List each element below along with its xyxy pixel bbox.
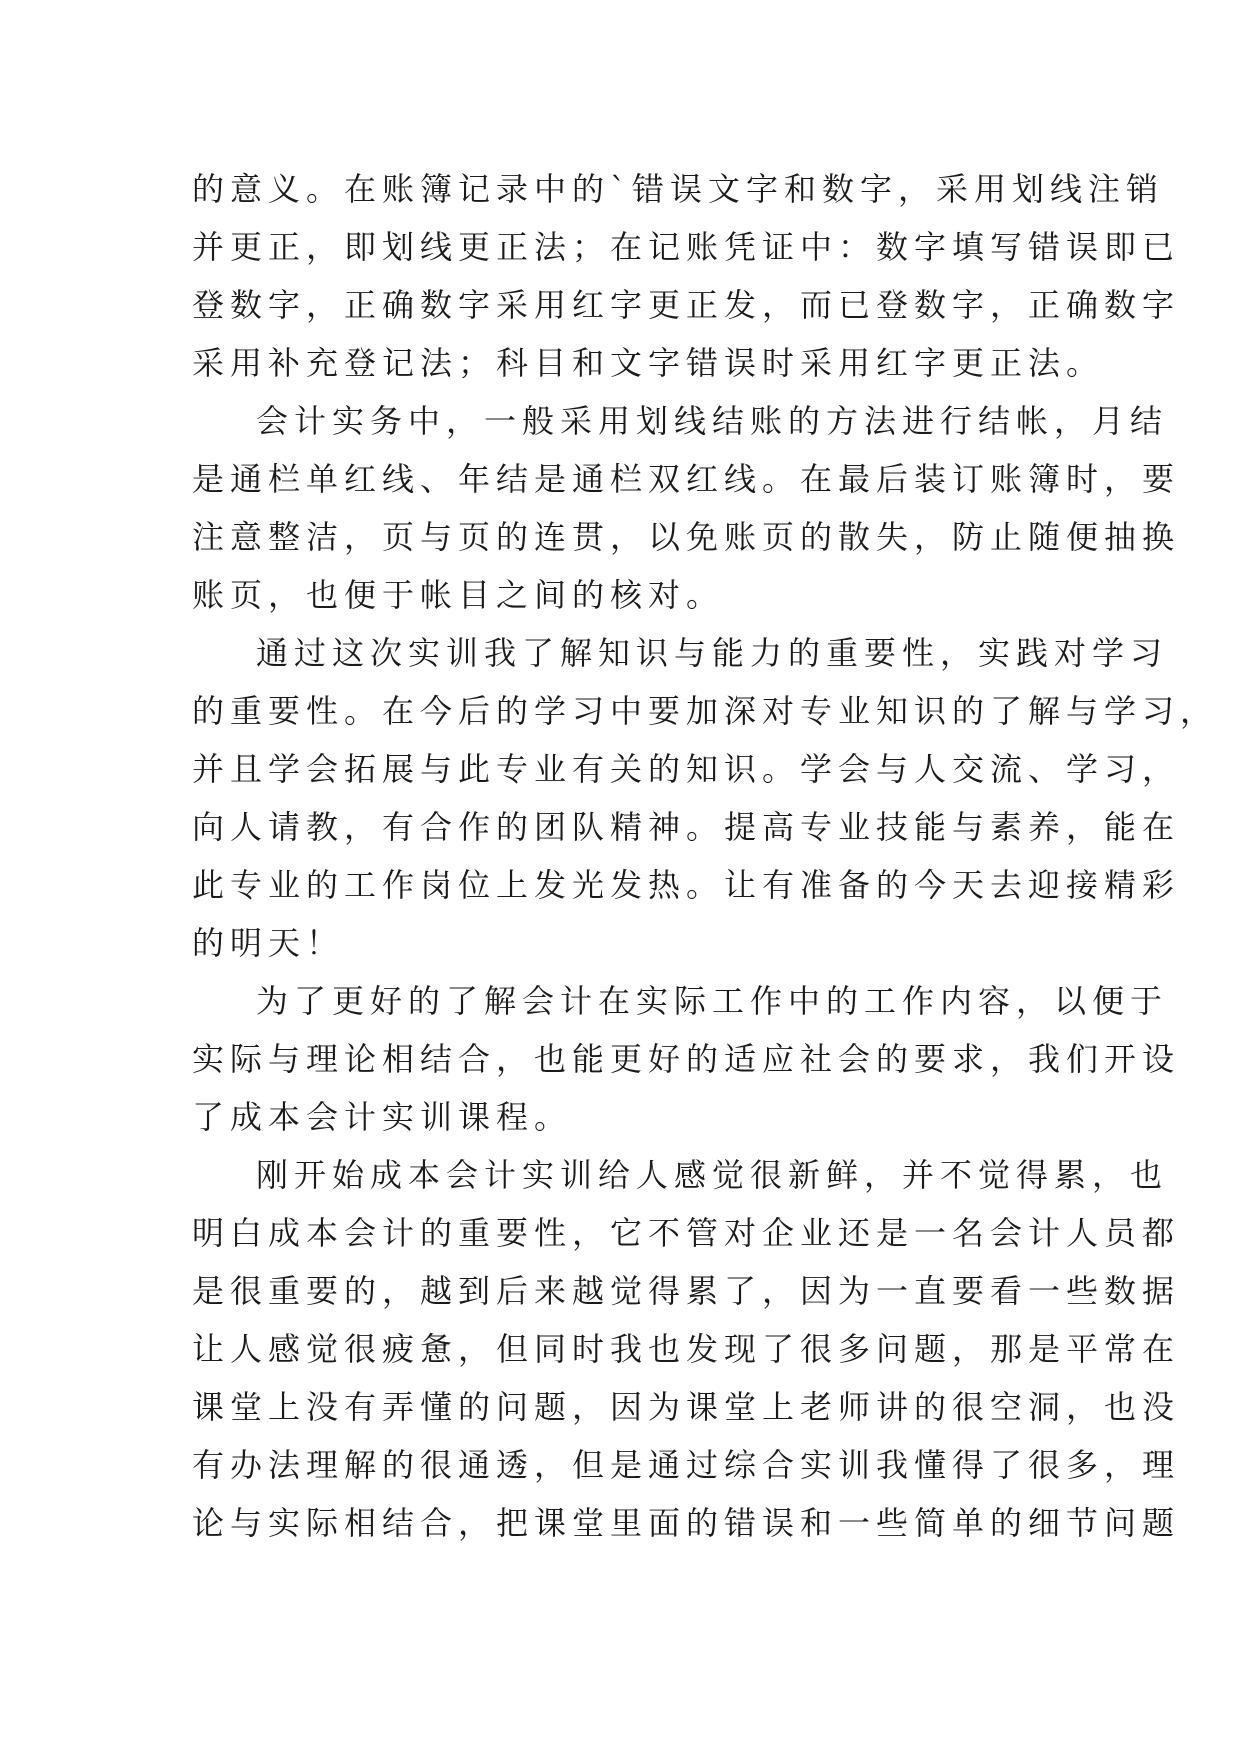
paragraph-line: 是通栏单红线、年结是通栏双红线。在最后装订账簿时，要 bbox=[192, 460, 1181, 498]
document-body bbox=[192, 160, 1219, 1552]
paragraph-line: 是很重要的，越到后来越觉得累了，因为一直要看一些数据 bbox=[192, 1272, 1181, 1310]
paragraph-line: 论与实际相结合，把课堂里面的错误和一些简单的细节问题 bbox=[192, 1504, 1181, 1542]
paragraph-line: 会计实务中，一般采用划线结账的方法进行结帐，月结 bbox=[256, 402, 1169, 440]
paragraph-line: 通过这次实训我了解知识与能力的重要性，实践对学习 bbox=[256, 634, 1169, 672]
paragraph-line: 登数字，正确数字采用红字更正发，而已登数字，正确数字 bbox=[192, 286, 1181, 324]
paragraph-line: 的重要性。在今后的学习中要加深对专业知识的了解与学习， bbox=[192, 692, 1219, 730]
paragraph-line: 采用补充登记法；科目和文字错误时采用红字更正法。 bbox=[192, 344, 1105, 382]
paragraph-line: 账页，也便于帐目之间的核对。 bbox=[192, 576, 725, 614]
paragraph-line: 并更正，即划线更正法；在记账凭证中：数字填写错误即已 bbox=[192, 228, 1181, 266]
paragraph-line: 此专业的工作岗位上发光发热。让有准备的今天去迎接精彩 bbox=[192, 866, 1181, 904]
paragraph-line: 向人请教，有合作的团队精神。提高专业技能与素养，能在 bbox=[192, 808, 1181, 846]
paragraph-line: 了成本会计实训课程。 bbox=[192, 1098, 573, 1136]
paragraph-line: 为了更好的了解会计在实际工作中的工作内容，以便于 bbox=[256, 982, 1169, 1020]
paragraph-line: 明白成本会计的重要性，它不管对企业还是一名会计人员都 bbox=[192, 1214, 1181, 1252]
paragraph-line: 让人感觉很疲惫，但同时我也发现了很多问题，那是平常在 bbox=[192, 1330, 1181, 1368]
paragraph-line: 并且学会拓展与此专业有关的知识。学会与人交流、学习， bbox=[192, 750, 1181, 788]
paragraph-line: 注意整洁，页与页的连贯，以免账页的散失，防止随便抽换 bbox=[192, 518, 1181, 556]
paragraph-line: 的明天！ bbox=[192, 924, 345, 962]
paragraph-line: 课堂上没有弄懂的问题，因为课堂上老师讲的很空洞，也没 bbox=[192, 1388, 1181, 1426]
paragraph-line: 的意义。在账簿记录中的`错误文字和数字，采用划线注销 bbox=[192, 170, 1165, 208]
paragraph-line: 实际与理论相结合，也能更好的适应社会的要求，我们开设 bbox=[192, 1040, 1181, 1078]
paragraph-line: 有办法理解的很通透，但是通过综合实训我懂得了很多，理 bbox=[192, 1446, 1181, 1484]
paragraph-line: 刚开始成本会计实训给人感觉很新鲜，并不觉得累，也 bbox=[256, 1156, 1169, 1194]
